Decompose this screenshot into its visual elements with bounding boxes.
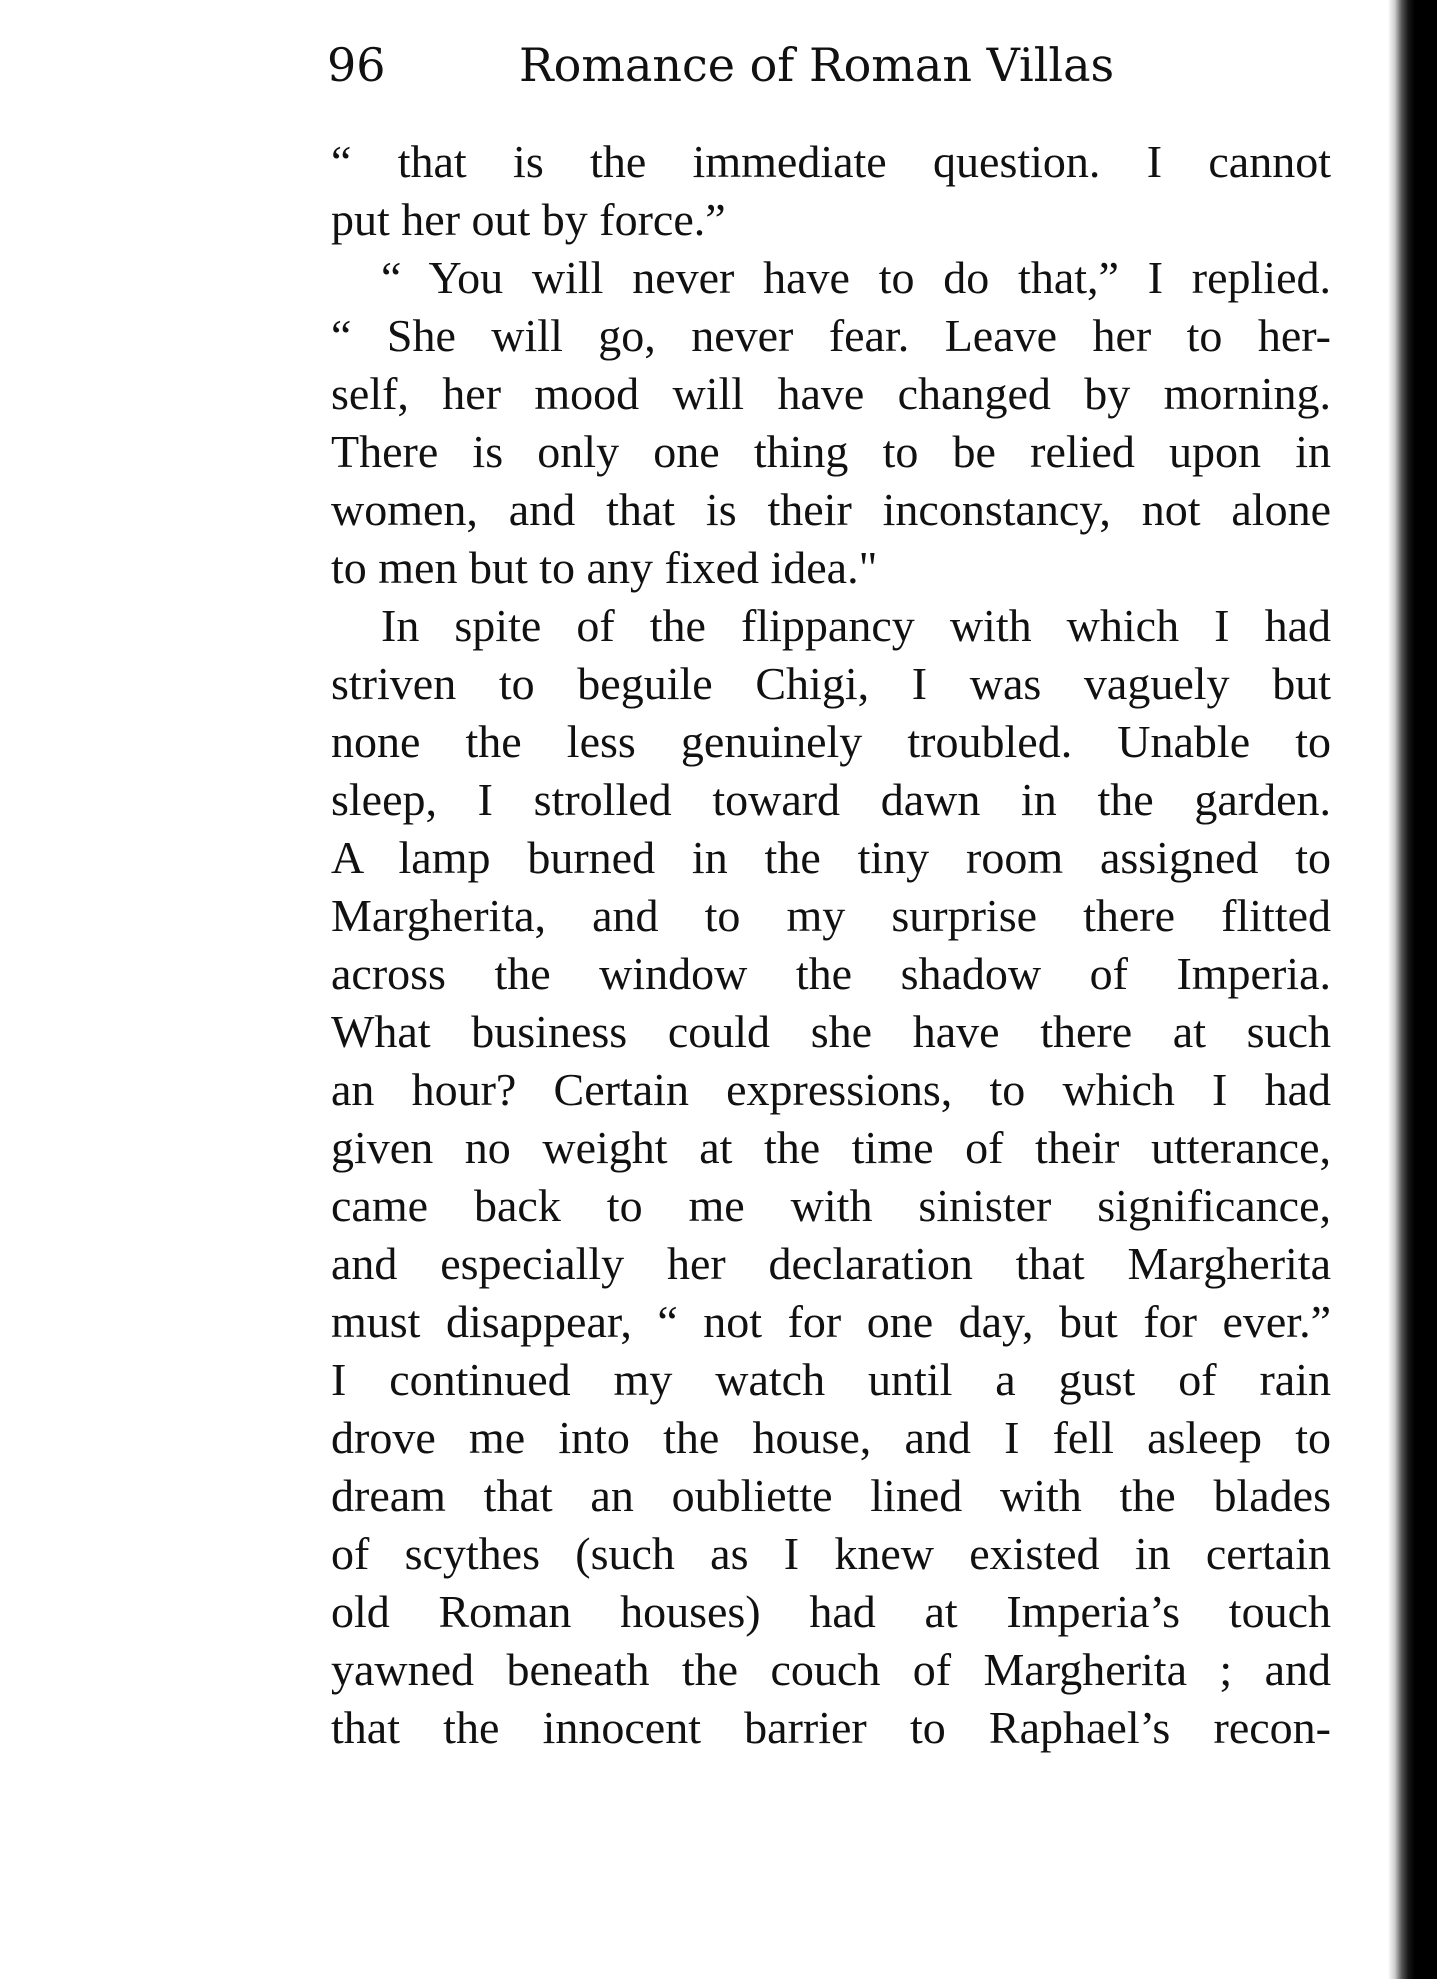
text-line: sleep, I strolled toward dawn in the garden. (331, 774, 1331, 825)
text-line: and especially her declaration that Margherita (331, 1238, 1331, 1289)
text-line: “ You will never have to do that,” I replied. (381, 252, 1331, 303)
page-number: 96 (327, 38, 386, 92)
text-line: “ that is the immediate question. I cannot (331, 136, 1331, 187)
text-line: yawned beneath the couch of Margherita ; and (331, 1644, 1331, 1695)
text-line: to men but to any fixed idea." (331, 542, 878, 593)
text-line: I continued my watch until a gust of rain (331, 1354, 1331, 1405)
text-line: Margherita, and to my surprise there flitted (331, 890, 1331, 941)
text-line: “ She will go, never fear. Leave her to her- (331, 310, 1331, 361)
text-line: self, her mood will have changed by morning. (331, 368, 1331, 419)
text-line: must disappear, “ not for one day, but for ever.” (331, 1296, 1331, 1347)
text-line: There is only one thing to be relied upon in (331, 426, 1331, 477)
scan-edge-shadow (1388, 0, 1437, 1979)
text-line: of scythes (such as I knew existed in certain (331, 1528, 1331, 1579)
text-line: none the less genuinely troubled. Unable to (331, 716, 1331, 767)
text-line: In spite of the flippancy with which I had (381, 600, 1331, 651)
text-line: dream that an oubliette lined with the blades (331, 1470, 1331, 1521)
running-title: Romance of Roman Villas (519, 38, 1115, 92)
page-header (327, 30, 1167, 100)
text-line: striven to beguile Chigi, I was vaguely but (331, 658, 1331, 709)
text-line: put her out by force.” (331, 194, 726, 245)
text-line: women, and that is their inconstancy, not alone (331, 484, 1331, 535)
body-text (331, 133, 1331, 1757)
text-line: A lamp burned in the tiny room assigned to (331, 832, 1331, 883)
text-line: that the innocent barrier to Raphael’s recon- (331, 1702, 1331, 1753)
text-line: drove me into the house, and I fell asleep to (331, 1412, 1331, 1463)
text-line: given no weight at the time of their utterance, (331, 1122, 1331, 1173)
text-line: an hour? Certain expressions, to which I had (331, 1064, 1331, 1115)
text-line: What business could she have there at such (331, 1006, 1331, 1057)
text-line: across the window the shadow of Imperia. (331, 948, 1331, 999)
text-line: came back to me with sinister significance, (331, 1180, 1331, 1231)
text-line: old Roman houses) had at Imperia’s touch (331, 1586, 1331, 1637)
